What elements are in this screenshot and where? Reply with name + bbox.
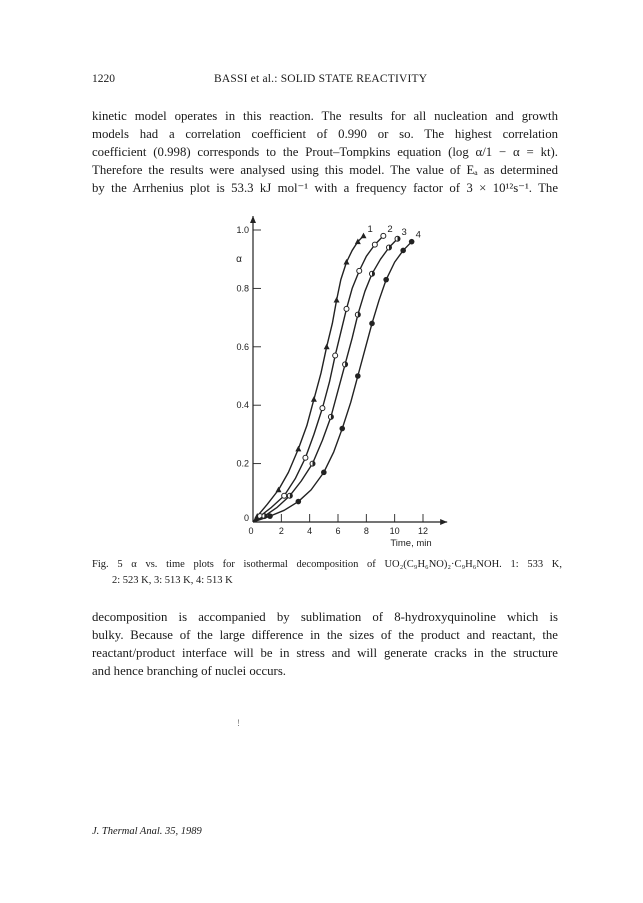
text-line: reactant/product interface will be in stress and will generate cracks in the structure [92,646,558,660]
data-point [344,259,350,265]
series-4 [253,239,414,522]
figure-caption [92,557,562,589]
series-1 [253,233,367,522]
y-tick-label: 0.6 [236,341,249,352]
data-point [321,470,327,476]
data-point [400,248,406,254]
caption-line-2: 2: 523 K, 3: 513 K, 4: 513 K [112,575,233,586]
series-line [253,239,398,522]
series-label: 3 [401,226,407,238]
x-tick-label: 8 [363,526,369,536]
data-point [357,268,362,273]
data-point [344,306,349,311]
x-tick-label: 6 [335,526,341,536]
data-point [333,353,338,358]
chart-labels [236,224,432,549]
series-line [253,242,412,522]
series-line [253,236,364,522]
x-tick-label: 0 [248,526,254,536]
data-point [355,373,361,379]
data-point [324,344,330,350]
data-point [369,321,375,327]
text-line: and hence branching of nuclei occurs. [92,664,287,678]
data-point [282,493,287,498]
data-point [303,455,308,460]
x-tick-label: 12 [417,526,429,536]
stray-mark: ! [237,718,240,728]
series-label: 1 [367,223,373,235]
text-line: coefficient (0.998) corresponds to the Prout–Tompkins equation (log α/1 − α = kt). [92,145,558,159]
data-point [311,396,317,402]
caption-line-1: Fig. 5 α vs. time plots for isothermal decomposition of UO₂(C₉H₆NO)₂·C₉H₆NOH. 1: 533 K, [92,559,562,570]
x-tick-label: 4 [307,526,313,536]
data-point [339,426,345,432]
data-point [409,239,415,245]
data-point [267,513,273,519]
x-tick-label: 2 [278,526,284,536]
series-3 [253,236,400,522]
data-point [334,297,340,303]
text-line: models had a correlation coefficient of 0.990 or so. The highest correlation [92,127,558,141]
text-line: Therefore the results were analysed using this model. The value of Eₐ as determined [92,163,558,177]
y-tick-label: 1.0 [236,225,249,235]
text-line: bulky. Because of the large difference in the sizes of the product and reactant, the [92,628,558,642]
chart-series [253,233,414,522]
data-point [361,233,367,239]
series-label: 4 [415,229,421,241]
y-tick-label: 0 [243,513,249,523]
data-point [320,406,325,411]
data-point [295,446,301,452]
data-point [381,233,386,238]
y-axis-label: α [236,254,242,266]
x-axis-label: Time, min [390,538,432,549]
text-line: by the Arrhenius plot is 53.3 kJ mol⁻¹ with a frequency factor of 3 × 10¹²s⁻¹. The [92,181,558,195]
data-point [372,242,377,247]
paragraph-bottom [92,608,558,680]
x-axis-arrow [440,519,447,525]
y-tick-label: 0.8 [236,283,249,294]
data-point [383,277,389,283]
chart-axes [250,216,447,525]
x-tick-label: 10 [389,526,400,536]
y-axis-arrow [250,216,256,223]
data-point [296,499,302,505]
series-label: 2 [387,223,393,235]
text-line: kinetic model operates in this reaction. The results for all nucleation and growth [92,109,558,123]
journal-footer: J. Thermal Anal. 35, 1989 [92,826,202,837]
y-tick-label: 0.2 [236,458,249,469]
text-line: decomposition is accompanied by sublimation of 8-hydroxyquinoline which is [92,610,558,624]
page-number: 1220 [92,73,115,85]
running-head: BASSI et al.: SOLID STATE REACTIVITY [214,73,428,85]
y-tick-label: 0.4 [236,400,249,411]
